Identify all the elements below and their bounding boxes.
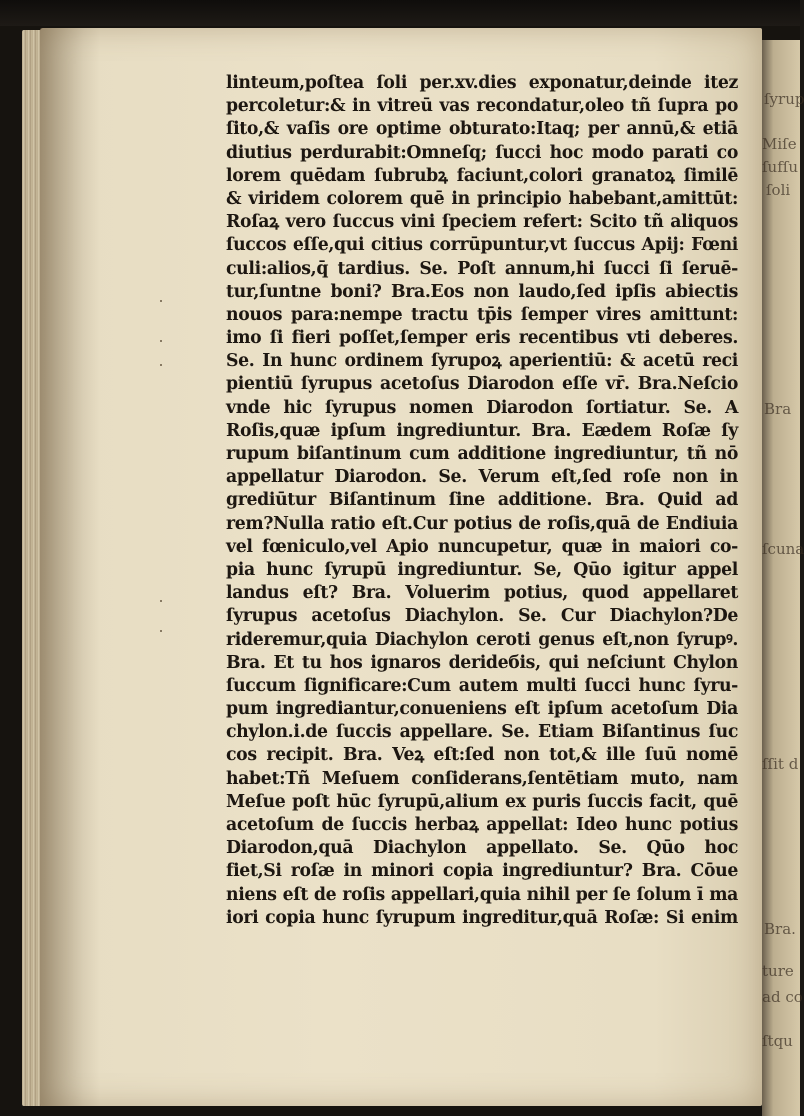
text-line: chylon.i.de ſuccis appellare. Se. Etiam Biſantinus ſuc [226, 722, 738, 743]
text-line: vnde hic ſyrupus nomen Diarodon ſortiatur. Se. A [226, 397, 738, 418]
text-line: habet:Tñ Meſuem conſiderans,ſentētiam muto, nam [226, 768, 738, 789]
facing-page-fragment: ſoli [766, 181, 791, 199]
facing-page-fragment: ſſit d [762, 755, 799, 773]
text-line: culi:alios,q̄ tardius. Se. Poſt annum,hi ſucci ſi ſeruē- [226, 258, 738, 279]
text-line: Roſaꝝ vero ſuccus vini ſpeciem refert: Scito tñ aliquos [226, 212, 738, 233]
facing-page-fragment: ſtqu [762, 1032, 793, 1050]
text-line: ſito,& vaſis ore optime obturato:Itaq; per annū,& etiā [226, 119, 738, 140]
text-line: pia hunc ſyrupū ingrediuntur. Se, Qūo igitur appel [226, 559, 738, 580]
text-line: grediūtur Biſantinum ſine additione. Bra. Quid ad [226, 490, 738, 511]
text-line: acetoſum de ſuccis herbaꝝ appellat: Ideo hunc potius [226, 815, 738, 835]
text-line: iori copia hunc ſyrupum ingreditur,quā Roſæ: Si enim [226, 907, 738, 928]
text-line: rem?Nulla ratio eſt.Cur potius de roſis,quā de Endiuia [226, 513, 738, 534]
facing-page-fragment: Bra. [764, 920, 796, 938]
text-line: Se. In hunc ordinem ſyrupoꝝ aperientiū: & acetū reci [226, 351, 738, 372]
text-line: ſuccum ſignificare:Cum autem multi ſucci hunc ſyru- [226, 675, 738, 696]
facing-page-fragment: Bra [764, 400, 792, 418]
text-line: ſuccos eſſe,qui citius corrūpuntur,vt ſuccus Apij: Fœni [226, 235, 738, 256]
gutter-shadow [40, 28, 100, 1106]
scanner-top-edge [0, 0, 800, 26]
text-line: pum ingrediantur,conueniens eſt ipſum acetoſum Dia [226, 699, 738, 720]
facing-page-fragment: ad co [762, 988, 803, 1006]
text-line: & viridem colorem quē in principio habebant,amittūt: [226, 188, 738, 209]
text-line: rupum biſantinum cum additione ingrediuntur, tñ nō [226, 444, 738, 464]
text-line: Diarodon,quā Diachylon appellato. Se. Qūo hoc [226, 838, 738, 859]
text-line: Meſue poſt hūc ſyrupū,alium ex puris ſuccis facit, quē [226, 791, 738, 812]
text-line: Roſis,quæ ipſum ingrediuntur. Bra. Eædem Roſæ ſy [226, 420, 738, 441]
facing-page-fragment: Miſe [762, 135, 797, 153]
facing-page-fragment: ſufſu [762, 158, 798, 176]
text-line: ſyrupus acetoſus Diachylon. Se. Cur Diachylon?De [226, 606, 738, 627]
text-line: imo ſi fieri poſſet,ſemper eris recentibus vti deberes. [226, 328, 738, 349]
facing-page-fragment: ſcuna [762, 540, 804, 558]
text-line: landus eſt? Bra. Voluerim potius, quod appellaret [226, 583, 738, 604]
text-line: lorem quēdam ſubrubꝝ faciunt,colori granatoꝝ ſimilē [226, 165, 738, 186]
facing-page-edge [762, 40, 804, 1116]
text-line: tur,ſuntne boni? Bra.Eos non laudo,ſed ipſis abiectis [226, 281, 738, 302]
text-line: rideremur,quia Diachylon ceroti genus eſt,non ſyrupꝰ. [226, 629, 738, 650]
text-line: nouos para:nempe tractu tp̄is ſemper vires amittunt: [226, 304, 738, 325]
page-text [226, 72, 738, 930]
text-line: appellatur Diarodon. Se. Verum eſt,ſed roſe non in [226, 467, 738, 488]
text-line: diutius perdurabit:Omneſq; ſucci hoc modo parati co [226, 142, 738, 163]
text-line: fiet,Si roſæ in minori copia ingrediuntur? Bra. Cōue [226, 861, 738, 882]
text-line: cos recipit. Bra. Veꝝ eſt:ſed non tot,& ille ſuū nomē [226, 745, 738, 766]
text-line: pientiū ſyrupus acetoſus Diarodon eſſe vr̄. Bra.Neſcio [226, 374, 738, 395]
text-line: niens eſt de roſis appellari,quia nihil per ſe ſolum ī ma [226, 884, 738, 905]
text-line: linteum,poſtea ſoli per.xv.dies exponatur,deinde itez [226, 73, 738, 93]
text-line: Bra. Et tu hos ignaros derideбis, qui neſciunt Chylon [226, 652, 738, 673]
text-line: vel fœniculo,vel Apio nuncupetur, quæ in maiori co- [226, 536, 738, 557]
facing-page-fragment: ſyrup [764, 90, 804, 108]
text-line: percoletur:& in vitreū vas recondatur,oleo tñ ſupra po [226, 96, 738, 117]
facing-page-fragment: ture [762, 962, 794, 980]
